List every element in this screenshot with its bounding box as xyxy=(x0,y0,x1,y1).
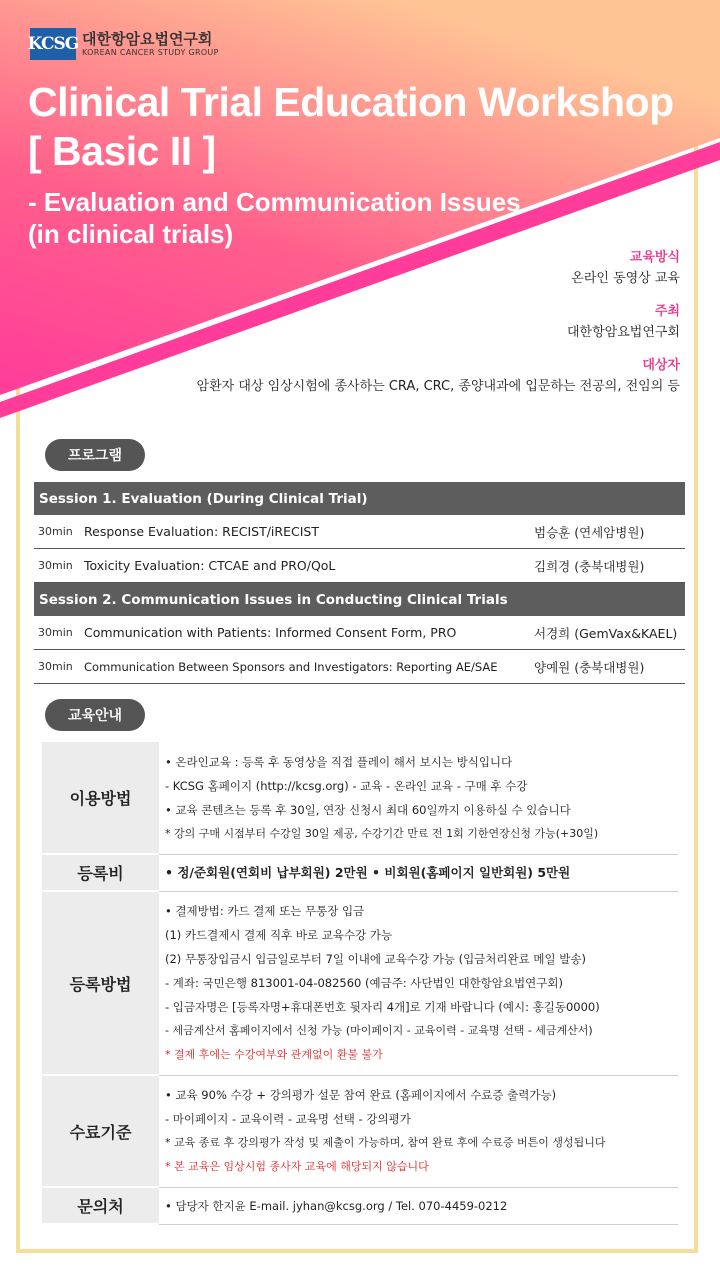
title-line-2: [ Basic II ] xyxy=(28,128,216,174)
duration: 30min xyxy=(34,616,83,650)
program-table xyxy=(34,482,685,684)
course-info xyxy=(197,246,680,394)
row-line: • 교육 콘텐츠는 등록 후 30일, 연장 신청시 최대 60일까지 이용하실 수 있습니다 xyxy=(165,802,571,817)
topic: Communication with Patients: Informed Consent Form, PRO xyxy=(83,616,533,650)
title-line-1: Clinical Trial Education Workshop xyxy=(28,79,674,125)
table-row xyxy=(42,891,678,1075)
row-line: • 온라인교육 : 등록 후 동영상을 직접 플레이 해서 보시는 방식입니다 xyxy=(165,754,513,769)
row-label: 문의처 xyxy=(42,1187,159,1224)
refund-notice: * 결제 후에는 수강여부와 관계없이 환불 불가 xyxy=(165,1048,383,1061)
info-value: 대한항암요법연구회 xyxy=(566,325,680,340)
table-row xyxy=(42,1187,678,1224)
row-label: 이용방법 xyxy=(42,742,159,854)
info-label: 주최 xyxy=(654,304,680,319)
info-label: 대상자 xyxy=(642,358,680,373)
lecturer: 김희경 (충북대병원) xyxy=(533,549,685,583)
table-row xyxy=(42,742,678,854)
info-label: 교육방식 xyxy=(629,250,680,265)
duration: 30min xyxy=(34,515,83,549)
session-title: Session 2. Communication Issues in Conducting Clinical Trials xyxy=(34,583,685,617)
education-table xyxy=(42,742,678,1225)
row-line: • 정/준회원(연회비 납부회원) 2만원 • 비회원(홈페이지 일반회원) 5만원 xyxy=(165,864,571,880)
kcsg-logo xyxy=(27,28,219,60)
table-row xyxy=(34,616,685,650)
table-row xyxy=(34,515,685,549)
info-value: 온라인 동영상 교육 xyxy=(571,271,680,286)
session-row xyxy=(34,583,685,617)
row-line: (2) 무통장입금시 입금일로부터 7일 이내에 교육수강 가능 (입금처리완료 메일 발송) xyxy=(165,952,586,966)
notice-line: * 본 교육은 임상시험 종사자 교육에 해당되지 않습니다 xyxy=(165,1160,429,1173)
topic: Toxicity Evaluation: CTCAE and PRO/QoL xyxy=(83,549,533,583)
duration: 30min xyxy=(34,549,83,583)
row-line: * 교육 종료 후 강의평가 작성 및 제출이 가능하며, 참여 완료 후에 수료증 버튼이 생성됩니다 xyxy=(165,1136,606,1149)
table-row xyxy=(42,854,678,891)
logo-korean-name: 대한항암요법연구회 xyxy=(82,30,213,48)
table-row xyxy=(34,549,685,583)
row-line: * 강의 구매 시점부터 수강일 30일 제공, 수강기간 만료 전 1회 기한연장신청 가능(+30일) xyxy=(165,826,599,840)
logo-mark: KCSG xyxy=(30,28,76,60)
row-label: 등록방법 xyxy=(42,891,159,1075)
logo-english-name: KOREAN CANCER STUDY GROUP xyxy=(82,48,219,57)
page-subtitle xyxy=(28,186,521,250)
program-heading: 프로그램 xyxy=(45,439,145,471)
row-line: • 결제방법: 카드 결제 또는 무통장 입금 xyxy=(165,904,365,918)
topic: Response Evaluation: RECIST/iRECIST xyxy=(83,515,533,549)
table-row xyxy=(42,1075,678,1187)
row-label: 등록비 xyxy=(42,854,159,891)
session-row xyxy=(34,482,685,515)
table-row xyxy=(34,650,685,684)
row-line: (1) 카드결제시 결제 직후 바로 교육수강 가능 xyxy=(165,928,393,942)
subtitle-line-1: - Evaluation and Communication Issues xyxy=(28,187,521,217)
row-line: - 입금자명은 [등록자명+휴대폰번호 뒷자리 4개]로 기재 바랍니다 (예시: 홍길동0000) xyxy=(165,1000,600,1014)
lecturer: 범승훈 (연세암병원) xyxy=(533,515,685,549)
info-value: 암환자 대상 임상시험에 종사하는 CRA, CRC, 종양내과에 입문하는 전공의, 전임의 등 xyxy=(196,379,680,394)
lecturer: 서경희 (GemVax&KAEL) xyxy=(533,616,685,650)
row-line: • 교육 90% 수강 + 강의평가 설문 참여 완료 (홈페이지에서 수료증 출력가능) xyxy=(165,1088,557,1102)
row-line: - KCSG 홈페이지 (http://kcsg.org) - 교육 - 온라인 교육 - 구매 후 수강 xyxy=(165,778,528,793)
lecturer: 양예원 (충북대병원) xyxy=(533,650,685,684)
row-line: - 마이페이지 - 교육이력 - 교육명 선택 - 강의평가 xyxy=(165,1112,411,1126)
page-title xyxy=(28,78,674,176)
topic: Communication Between Sponsors and Investigators: Reporting AE/SAE xyxy=(83,650,533,684)
contact-line: • 담당자 한지윤 E-mail. jyhan@kcsg.org / Tel. 070-4459-0212 xyxy=(165,1198,508,1213)
subtitle-line-2: (in clinical trials) xyxy=(28,219,234,249)
education-heading: 교육안내 xyxy=(45,699,145,731)
session-title: Session 1. Evaluation (During Clinical Trial) xyxy=(34,482,685,515)
duration: 30min xyxy=(34,650,83,684)
row-label: 수료기준 xyxy=(42,1075,159,1187)
row-line: - 세금계산서 홈페이지에서 신청 가능 (마이페이지 - 교육이력 - 교육명 선택 - 세금계산서) xyxy=(165,1024,593,1037)
row-line: - 계좌: 국민은행 813001-04-082560 (예금주: 사단법인 대한항암요법연구회) xyxy=(165,976,563,990)
